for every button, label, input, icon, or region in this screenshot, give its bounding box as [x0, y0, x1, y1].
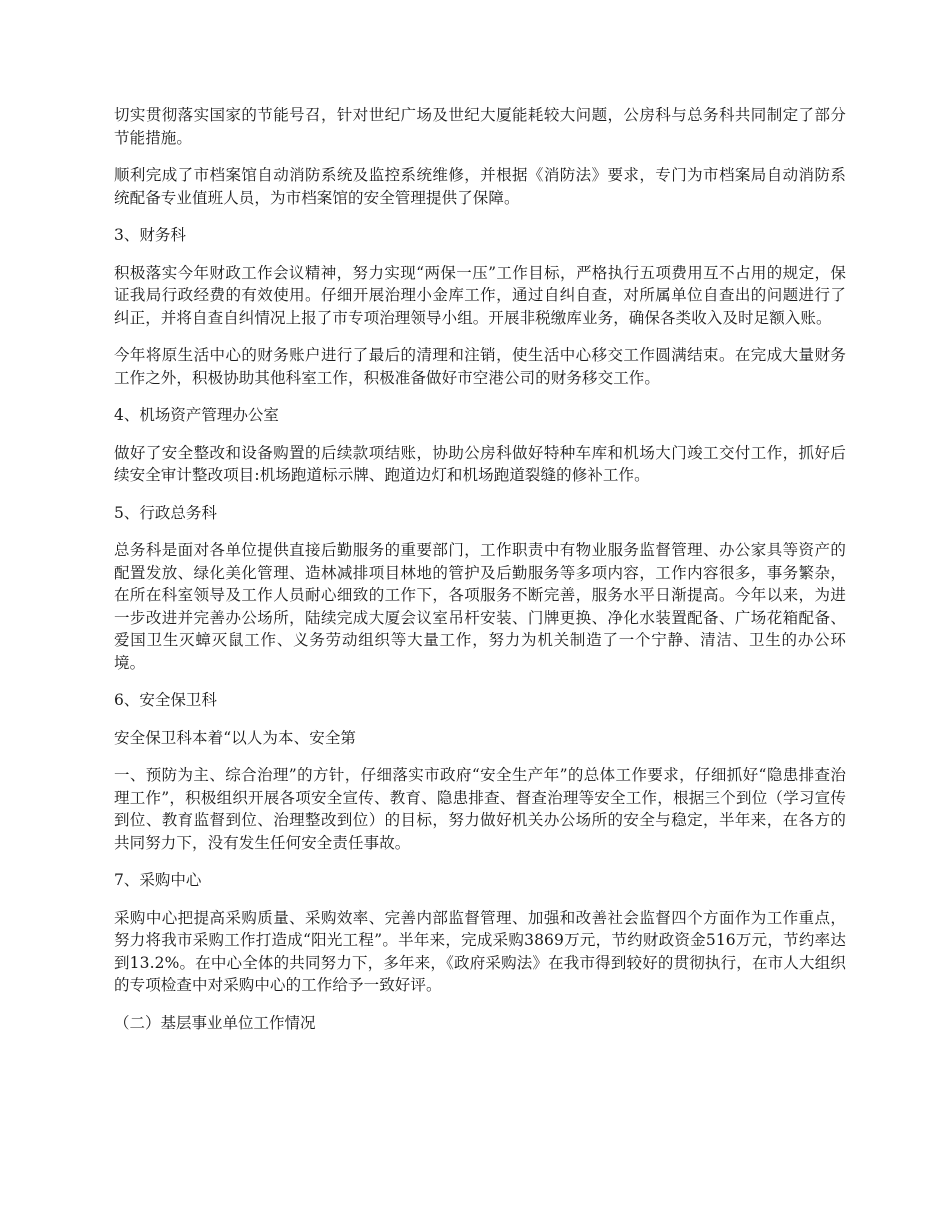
- paragraph-energy-saving: 切实贯彻落实国家的节能号召，针对世纪广场及世纪大厦能耗较大问题，公房科与总务科共同制定了部分节能措施。: [114, 106, 846, 147]
- heading-airport-asset-office: 4、机场资产管理办公室: [114, 406, 279, 424]
- heading-grassroots-units: （二）基层事业单位工作情况: [114, 1013, 316, 1032]
- paragraph-procurement-work: 采购中心把提高采购质量、采购效率、完善内部监督管理、加强和改善社会监督四个方面作为工作重点，努力将我市采购工作打造成“阳光工程”。半年来，完成采购3869万元，节约财政资金516万元，节约率达到13.2%。在中心全体的共同努力下，多年来，《政府采购法》在我市得到较好的贯彻执行，在市人大组织的专项检查中对采购中心的工作给予一致好评。: [114, 908, 846, 994]
- paragraph-security-intro: 安全保卫科本着“以人为本、安全第: [114, 728, 357, 747]
- paragraph-airport-asset-work: 做好了安全整改和设备购置的后续款项结账，协助公房科做好特种车库和机场大门竣工交付工作，抓好后续安全审计整改项目:机场跑道标示牌、跑道边灯和机场跑道裂缝的修补工作。: [114, 443, 846, 484]
- paragraph-finance-accounts: 今年将原生活中心的财务账户进行了最后的清理和注销，使生活中心移交工作圆满结束。在完成大量财务工作之外，积极协助其他科室工作，积极准备做好市空港公司的财务移交工作。: [114, 346, 846, 387]
- paragraph-archive-fire-system: 顺利完成了市档案馆自动消防系统及监控系统维修，并根据《消防法》要求，专门为市档案局自动消防系统配备专业值班人员，为市档案馆的安全管理提供了保障。: [114, 166, 846, 207]
- heading-general-affairs: 5、行政总务科: [114, 503, 217, 522]
- document-page: [114, 104, 846, 1049]
- paragraph-finance-work: 积极落实今年财政工作会议精神，努力实现“两保一压”工作目标，严格执行五项费用互不占用的规定，保证我局行政经费的有效使用。仔细开展治理小金库工作，通过自纠自查，对所属单位自查出的问题进行了纠正，并将自查自纠情况上报了市专项治理领导小组。开展非税缴库业务，确保各类收入及时足额入账。: [114, 263, 846, 327]
- paragraph-security-work: 一、预防为主、综合治理”的方针，仔细落实市政府“安全生产年”的总体工作要求，仔细抓好“隐患排查治理工作”，积极组织开展各项安全宣传、教育、隐患排查、督查治理等安全工作，根据三个到位（学习宣传到位、教育监督到位、治理整改到位）的目标，努力做好机关办公场所的安全与稳定，半年来，在各方的共同努力下，没有发生任何安全责任事故。: [114, 766, 846, 852]
- paragraph-general-affairs-work: 总务科是面对各单位提供直接后勤服务的重要部门，工作职责中有物业服务监督管理、办公家具等资产的配置发放、绿化美化管理、造林减排项目林地的管护及后勤服务等多项内容，工作内容很多，事务繁杂，在所在科室领导及工作人员耐心细致的工作下，各项服务不断完善，服务水平日渐提高。今年以来，为进一步改进并完善办公场所，陆续完成大厦会议室吊杆安装、门牌更换、净化水装置配备、广场花箱配备、爱国卫生灭蟑灭鼠工作、义务劳动组织等大量工作，努力为机关制造了一个宁静、清洁、卫生的办公环境。: [114, 541, 846, 672]
- heading-finance-section: 3、财务科: [114, 226, 186, 244]
- heading-procurement-center: 7、采购中心: [114, 871, 202, 889]
- heading-security-section: 6、安全保卫科: [114, 691, 217, 709]
